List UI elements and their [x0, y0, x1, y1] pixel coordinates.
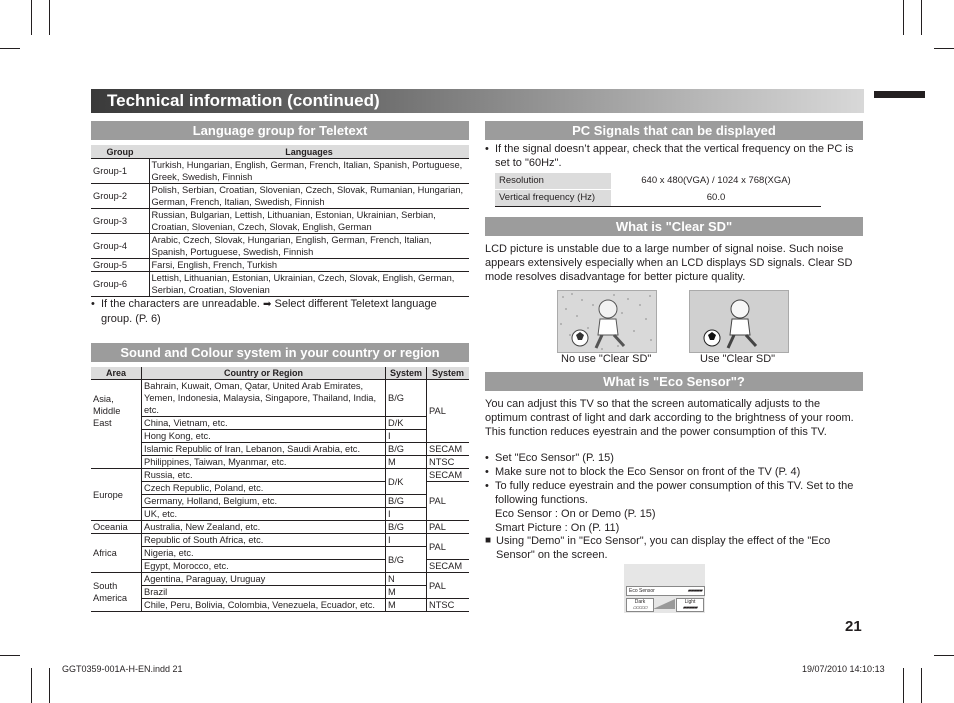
- country-cell: Islamic Republic of Iran, Lebanon, Saudi Arabia, etc.: [142, 443, 386, 456]
- page-number: 21: [845, 618, 862, 635]
- system-cell: I: [386, 430, 427, 443]
- area-cell: South America: [91, 573, 142, 612]
- page-title-bar: [91, 89, 864, 113]
- crop-mark: [31, 668, 32, 703]
- col-system: System: [427, 367, 470, 380]
- bullet-text: Using "Demo" in "Eco Sensor", you can display the effect of the "Eco Sensor" on the screen.: [496, 535, 831, 561]
- system-cell: I: [386, 534, 427, 547]
- table-row: [91, 209, 469, 234]
- noisy-picture-illustration: [557, 290, 657, 353]
- table-row: [91, 234, 469, 259]
- table-row: [495, 190, 821, 207]
- system-cell: M: [386, 599, 427, 612]
- frequency-label: Vertical frequency (Hz): [495, 190, 611, 207]
- table-row: [91, 547, 469, 560]
- eco-sensor-demo-bar: [626, 586, 705, 596]
- area-cell: Europe: [91, 469, 142, 521]
- language-group-heading: Language group for Teletext: [91, 121, 469, 140]
- languages-cell: Turkish, Hungarian, English, German, French, Italian, Spanish, Portuguese, Greek, Swedish, Finnish: [149, 159, 469, 184]
- group-cell: Group-5: [91, 259, 149, 272]
- eco-bullet: • To fully reduce eyestrain and the power consumption of this TV. Set to the following functions. Eco Sensor : On or Demo (P. 15) Smart Picture : On (P. 11): [485, 479, 863, 535]
- resolution-label: Resolution: [495, 173, 611, 190]
- crop-mark: [921, 668, 922, 703]
- colour-system-cell: PAL: [427, 573, 470, 599]
- system-cell: M: [386, 586, 427, 599]
- country-cell: Russia, etc.: [142, 469, 386, 482]
- table-row: [91, 272, 469, 297]
- sound-colour-heading: Sound and Colour system in your country or region: [91, 343, 469, 362]
- country-cell: Hong Kong, etc.: [142, 430, 386, 443]
- square-bullet-icon: ■: [485, 535, 492, 546]
- area-cell: Oceania: [91, 521, 142, 534]
- country-cell: Chile, Peru, Bolivia, Colombia, Venezuela, Ecuador, etc.: [142, 599, 386, 612]
- pc-signals-table: [495, 172, 821, 207]
- resolution-value: 640 x 480(VGA) / 1024 x 768(XGA): [611, 173, 821, 190]
- col-country: Country or Region: [142, 367, 386, 380]
- bullet-text: To fully reduce eyestrain and the power consumption of this TV. Set to the following functions.: [495, 480, 854, 506]
- col-system: System: [386, 367, 427, 380]
- system-cell: B/G: [386, 547, 427, 573]
- pc-signals-heading: PC Signals that can be displayed: [485, 121, 863, 140]
- demo-light-label: Light: [684, 599, 696, 605]
- eco-note: [485, 534, 863, 562]
- level-icon: ▰▰▰▰▰: [687, 588, 702, 594]
- country-cell: China, Vietnam, etc.: [142, 417, 386, 430]
- teletext-note: • If the characters are unreadable. ➡ Select different Teletext language group. (P. 6): [91, 298, 437, 325]
- eco-bullet: • Set "Eco Sensor" (P. 15): [485, 451, 863, 465]
- colour-system-cell: SECAM: [427, 560, 470, 573]
- system-cell: D/K: [386, 417, 427, 430]
- area-cell: Africa: [91, 534, 142, 573]
- crop-mark: [0, 48, 20, 49]
- table-row: [495, 173, 821, 190]
- table-row: [91, 184, 469, 209]
- colour-system-cell: PAL: [427, 534, 470, 560]
- table-row: [91, 430, 469, 443]
- table-row: [91, 508, 469, 521]
- level-icon: ▰▰▰▰▰: [682, 605, 698, 611]
- country-cell: Bahrain, Kuwait, Oman, Qatar, United Arab Emirates, Yemen, Indonesia, Malaysia, Singapore, Thailand, India, etc.: [142, 380, 386, 417]
- demo-dark-label: Dark: [634, 599, 646, 605]
- table-row: [91, 469, 469, 482]
- languages-cell: Russian, Bulgarian, Lettish, Lithuanian, Estonian, Ukrainian, Serbian, Croatian, Slovenian, Czech, Slovak, English, German: [149, 209, 469, 234]
- crop-mark: [903, 0, 904, 35]
- note-text: Select different Teletext language group. (P. 6): [101, 298, 437, 325]
- system-cell: B/G: [386, 495, 427, 508]
- system-cell: B/G: [386, 380, 427, 417]
- crop-mark: [49, 0, 50, 35]
- table-row: [91, 495, 469, 508]
- pc-signals-note: • If the signal doesn’t appear, check that the vertical frequency on the PC is set to "60Hz".: [485, 142, 863, 170]
- country-cell: Republic of South Africa, etc.: [142, 534, 386, 547]
- languages-cell: Farsi, English, French, Turkish: [149, 259, 469, 272]
- clear-sd-body: LCD picture is unstable due to a large number of signal noise. Such noise appears extensively especially when an LCD displays SD signals. Clear SD mode resolves disadvantage for better picture quality.: [485, 243, 853, 283]
- table-row: [91, 159, 469, 184]
- system-cell: D/K: [386, 469, 427, 495]
- group-cell: Group-6: [91, 272, 149, 297]
- eco-sensor-heading: What is "Eco Sensor"?: [485, 372, 863, 391]
- group-cell: Group-2: [91, 184, 149, 209]
- col-area: Area: [91, 367, 142, 380]
- eco-bullet: • Make sure not to block the Eco Sensor on front of the TV (P. 4): [485, 465, 863, 479]
- table-row: [91, 380, 469, 417]
- light-box: [676, 598, 704, 612]
- language-group-table: [91, 145, 469, 297]
- bullet-subtext: Smart Picture : On (P. 11): [495, 522, 620, 534]
- clear-picture-illustration: [689, 290, 789, 353]
- colour-system-cell: PAL: [427, 380, 470, 443]
- table-row: [91, 586, 469, 599]
- crop-mark: [49, 668, 50, 703]
- country-cell: Philippines, Taiwan, Myanmar, etc.: [142, 456, 386, 469]
- colour-system-cell: PAL: [427, 482, 470, 521]
- eco-sensor-demo-illustration: [624, 564, 705, 613]
- bullet-subtext: Eco Sensor : On or Demo (P. 15): [495, 508, 656, 520]
- country-cell: Nigeria, etc.: [142, 547, 386, 560]
- colour-system-cell: NTSC: [427, 456, 470, 469]
- crop-mark: [0, 655, 20, 656]
- page-title: Technical information (continued): [107, 91, 380, 110]
- system-cell: M: [386, 456, 427, 469]
- crop-mark: [903, 668, 904, 703]
- footer-left: GGT0359-001A-H-EN.indd 21: [62, 664, 183, 674]
- clear-sd-caption: Use "Clear SD": [700, 353, 776, 365]
- eco-sensor-body: You can adjust this TV so that the screen automatically adjusts to the optimum contrast of light and dark according to the brightness of your room. This function reduces eyestrain and the power consumption of this TV.: [485, 398, 854, 438]
- frequency-value: 60.0: [611, 190, 821, 207]
- note-text: If the signal doesn’t appear, check that the vertical frequency on the PC is set to "60Hz".: [495, 143, 854, 169]
- level-icon: ▱▱▱▱▱: [632, 605, 648, 611]
- system-cell: B/G: [386, 521, 427, 534]
- col-languages: Languages: [149, 145, 469, 159]
- colour-system-cell: SECAM: [427, 443, 470, 456]
- table-row: [91, 599, 469, 612]
- crop-mark: [921, 0, 922, 35]
- colour-system-cell: PAL: [427, 521, 470, 534]
- note-text: If the characters are unreadable.: [101, 298, 264, 310]
- group-cell: Group-1: [91, 159, 149, 184]
- country-cell: Agentina, Paraguay, Uruguay: [142, 573, 386, 586]
- languages-cell: Arabic, Czech, Slovak, Hungarian, English, German, French, Italian, Spanish, Portuguese, Swedish, Finnish: [149, 234, 469, 259]
- country-cell: Australia, New Zealand, etc.: [142, 521, 386, 534]
- table-row: [91, 573, 469, 586]
- dark-box: [626, 598, 654, 612]
- table-row: [91, 456, 469, 469]
- country-cell: Brazil: [142, 586, 386, 599]
- colour-system-cell: NTSC: [427, 599, 470, 612]
- country-cell: Egypt, Morocco, etc.: [142, 560, 386, 573]
- system-cell: I: [386, 508, 427, 521]
- crop-mark: [31, 0, 32, 35]
- clear-sd-heading: What is "Clear SD": [485, 217, 863, 236]
- languages-cell: Polish, Serbian, Croatian, Slovenian, Czech, Slovak, Rumanian, Hungarian, German, French, Italian, Swedish, Finnish: [149, 184, 469, 209]
- gradient-wedge-icon: [653, 598, 675, 610]
- system-cell: N: [386, 573, 427, 586]
- table-row: [91, 417, 469, 430]
- table-row: [91, 521, 469, 534]
- crop-mark: [934, 655, 954, 656]
- colour-system-cell: SECAM: [427, 469, 470, 482]
- country-cell: Czech Republic, Poland, etc.: [142, 482, 386, 495]
- table-row: [91, 534, 469, 547]
- group-cell: Group-4: [91, 234, 149, 259]
- col-group: Group: [91, 145, 149, 159]
- languages-cell: Lettish, Lithuanian, Estonian, Ukrainian, Czech, Slovak, English, German, Serbian, Croatian, Slovenian: [149, 272, 469, 297]
- area-cell: Asia, Middle East: [91, 380, 142, 443]
- sound-colour-table: [91, 367, 469, 612]
- no-clear-sd-caption: No use "Clear SD": [561, 353, 652, 365]
- footer-right: 19/07/2010 14:10:13: [802, 664, 885, 674]
- system-cell: B/G: [386, 443, 427, 456]
- table-row: [91, 259, 469, 272]
- country-cell: Germany, Holland, Belgium, etc.: [142, 495, 386, 508]
- country-cell: UK, etc.: [142, 508, 386, 521]
- section-tab-marker: [874, 91, 925, 98]
- demo-label: Eco Sensor: [629, 588, 655, 594]
- group-cell: Group-3: [91, 209, 149, 234]
- bullet-text: Set "Eco Sensor" (P. 15): [495, 452, 614, 464]
- table-row: [91, 443, 469, 456]
- arrow-right-icon: ➡: [263, 299, 272, 310]
- bullet-text: Make sure not to block the Eco Sensor on front of the TV (P. 4): [495, 466, 801, 478]
- crop-mark: [934, 48, 954, 49]
